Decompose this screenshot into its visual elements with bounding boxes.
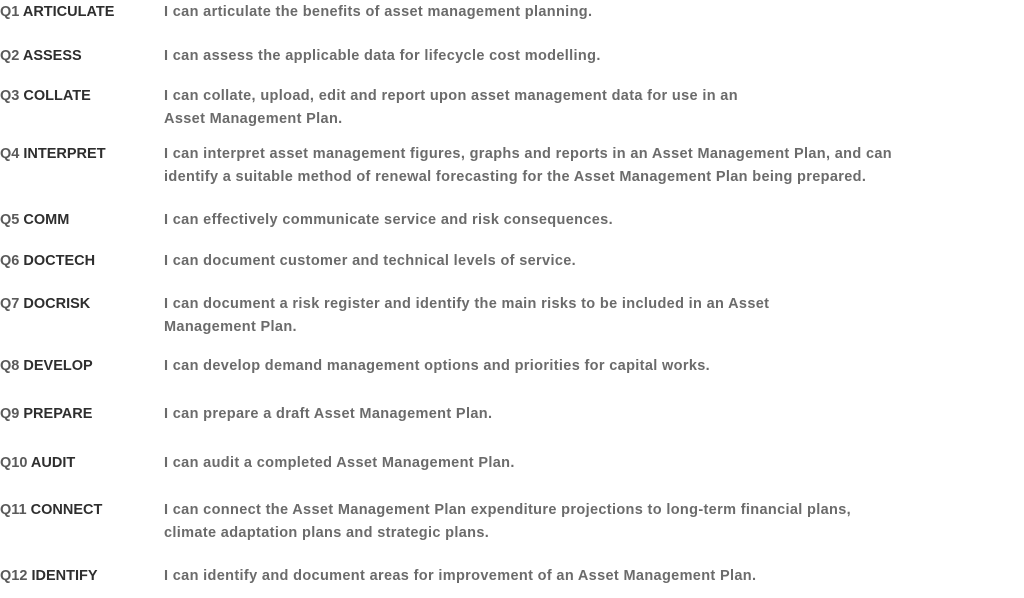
outcome-keyword: IDENTIFY bbox=[31, 568, 98, 584]
outcome-code bbox=[0, 565, 160, 587]
outcome-code bbox=[0, 452, 160, 474]
outcome-description bbox=[164, 85, 738, 131]
outcome-keyword: ASSESS bbox=[22, 48, 82, 64]
outcome-number: Q7 bbox=[0, 296, 20, 312]
outcome-description-line: I can assess the applicable data for lifecycle cost modelling. bbox=[164, 48, 601, 64]
outcome-description bbox=[164, 1, 592, 24]
outcome-keyword: DOCTECH bbox=[23, 253, 96, 269]
outcome-number: Q4 bbox=[0, 146, 20, 162]
outcome-description bbox=[164, 293, 769, 339]
outcome-number: Q3 bbox=[0, 88, 20, 104]
outcome-code bbox=[0, 209, 160, 231]
outcome-code bbox=[0, 293, 160, 315]
outcome-code bbox=[0, 250, 160, 272]
outcome-code bbox=[0, 403, 160, 425]
outcome-number: Q9 bbox=[0, 406, 20, 422]
outcome-keyword: ARTICULATE bbox=[22, 4, 115, 20]
outcome-description bbox=[164, 403, 492, 426]
outcome-description-line: climate adaptation plans and strategic plans. bbox=[164, 525, 490, 541]
outcome-description-line: I can develop demand management options and priorities for capital works. bbox=[164, 358, 711, 374]
outcome-description-line: I can connect the Asset Management Plan expenditure projections to long-term financial plans, bbox=[164, 502, 852, 518]
outcome-description-line: I can articulate the benefits of asset management planning. bbox=[164, 4, 593, 20]
outcome-code bbox=[0, 85, 160, 107]
outcome-keyword: DEVELOP bbox=[23, 358, 93, 374]
outcome-description-line: I can prepare a draft Asset Management Plan. bbox=[164, 406, 493, 422]
outcome-description bbox=[164, 45, 601, 68]
outcome-description bbox=[164, 355, 710, 378]
outcome-description bbox=[164, 452, 515, 475]
outcome-description-line: I can audit a completed Asset Management Plan. bbox=[164, 455, 515, 471]
outcome-keyword: COLLATE bbox=[23, 88, 91, 104]
outcome-code bbox=[0, 355, 160, 377]
outcome-description-line: I can document a risk register and identify the main risks to be included in an Asset bbox=[164, 296, 770, 312]
outcome-description-line: Management Plan. bbox=[164, 319, 297, 335]
outcome-description-line: I can interpret asset management figures, graphs and reports in an Asset Management Plan, and can bbox=[164, 146, 892, 162]
outcome-description bbox=[164, 143, 892, 189]
outcome-number: Q10 bbox=[0, 455, 28, 471]
outcome-number: Q5 bbox=[0, 212, 20, 228]
outcome-keyword: COMM bbox=[23, 212, 70, 228]
outcome-code bbox=[0, 45, 160, 67]
outcome-description bbox=[164, 250, 576, 273]
outcome-code bbox=[0, 143, 160, 165]
outcome-keyword: AUDIT bbox=[30, 455, 76, 471]
outcome-description-line: I can identify and document areas for improvement of an Asset Management Plan. bbox=[164, 568, 757, 584]
outcome-number: Q6 bbox=[0, 253, 20, 269]
outcome-description bbox=[164, 209, 613, 232]
outcome-description-line: Asset Management Plan. bbox=[164, 111, 343, 127]
outcome-description bbox=[164, 499, 851, 545]
outcome-description-line: I can collate, upload, edit and report upon asset management data for use in an bbox=[164, 88, 738, 104]
outcome-description bbox=[164, 565, 756, 588]
outcome-number: Q8 bbox=[0, 358, 20, 374]
outcome-keyword: CONNECT bbox=[30, 502, 103, 518]
outcome-description-line: I can effectively communicate service and risk consequences. bbox=[164, 212, 613, 228]
outcome-number: Q2 bbox=[0, 48, 20, 64]
outcome-description-line: I can document customer and technical levels of service. bbox=[164, 253, 577, 269]
outcome-code bbox=[0, 1, 160, 23]
outcome-code bbox=[0, 499, 160, 521]
outcome-number: Q12 bbox=[0, 568, 28, 584]
outcome-keyword: PREPARE bbox=[23, 406, 93, 422]
outcome-description-line: identify a suitable method of renewal forecasting for the Asset Management Plan being prepared. bbox=[164, 169, 867, 185]
outcome-keyword: DOCRISK bbox=[23, 296, 91, 312]
outcome-number: Q1 bbox=[0, 4, 20, 20]
outcome-keyword: INTERPRET bbox=[23, 146, 106, 162]
outcome-number: Q11 bbox=[0, 502, 27, 518]
